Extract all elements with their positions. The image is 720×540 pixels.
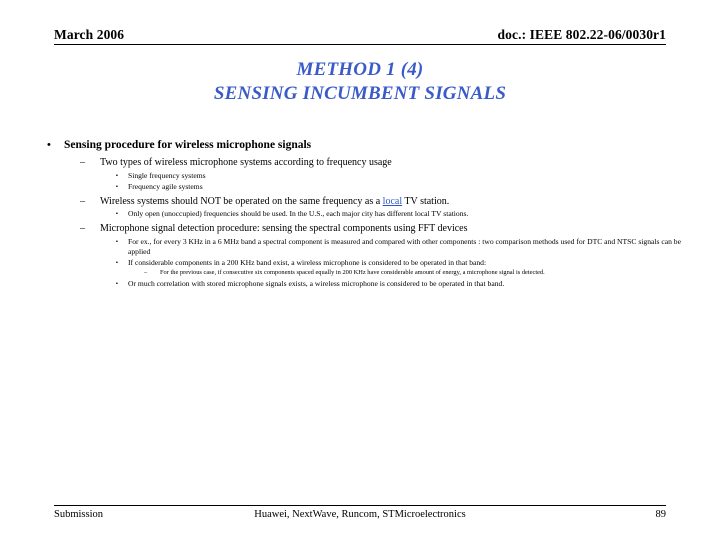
bullet-frequency-agile [36, 182, 696, 192]
bullet-considerable-components [36, 258, 696, 268]
bullet-marker-level3-icon: ▪ [116, 280, 118, 287]
bullet-marker-level3-icon: ▪ [116, 260, 118, 267]
bullet-marker-level3-icon: ▪ [116, 238, 118, 245]
bullet-considerable-components-text: If considerable components in a 200 KHz band exist, a wireless microphone is considered to be operated in that band: [128, 258, 487, 268]
bullet-previous-case [36, 269, 696, 278]
slide-title-line-2: SENSING INCUMBENT SIGNALS [213, 83, 507, 105]
footer-row [54, 509, 666, 525]
bullet-single-frequency-text: Single frequency systems [128, 170, 206, 180]
bullet-sensing-procedure [36, 138, 696, 153]
bullet-not-operated-text-pre: Wireless systems should NOT be operated on the same frequency as a [100, 195, 383, 207]
header-document-number: doc.: IEEE 802.22-06/0030r1 [497, 27, 666, 42]
bullet-previous-case-text: For the previous case, if consecutive six components spaced equally in 200 KHz have considerable amount of energy, a microphone signal is detected. [160, 269, 545, 277]
bullet-for-example [36, 237, 696, 257]
bullet-not-operated-text-post: TV station. [402, 195, 450, 207]
bullet-marker-level2-icon: – [80, 195, 85, 207]
bullet-correlation [36, 279, 696, 289]
bullet-marker-level2-icon: – [80, 223, 85, 235]
bullet-two-types [36, 156, 696, 169]
bullet-marker-level3-icon: ▪ [116, 172, 118, 179]
slide-footer [54, 505, 666, 525]
bullet-single-frequency [36, 171, 696, 181]
bullet-detection-procedure-text: Microphone signal detection procedure: sensing the spectral components using FFT devices [100, 223, 468, 235]
bullet-sensing-procedure-text: Sensing procedure for wireless microphone signals [64, 139, 312, 151]
header-date: March 2006 [54, 27, 125, 42]
bullet-two-types-text: Two types of wireless microphone systems according to frequency usage [100, 157, 392, 169]
bullet-correlation-text: Or much correlation with stored microphone signals exists, a wireless microphone is considered to be operated in that band. [128, 278, 505, 288]
slide-header [54, 27, 666, 45]
bullet-marker-level1-icon: • [47, 139, 51, 151]
bullet-not-operated [36, 195, 696, 208]
bullet-detection-procedure [36, 222, 696, 235]
slide-title [36, 58, 684, 107]
bullet-frequency-agile-text: Frequency agile systems [128, 181, 203, 191]
slide-body [36, 138, 696, 289]
bullet-for-example-text: For ex., for every 3 KHz in a 6 MHz band a spectral component is measured and compared with other components : two comparison methods used for DTC and NTSC signals can be applied [128, 236, 681, 256]
bullet-marker-level4-icon: – [144, 269, 148, 277]
bullet-marker-level3-icon: ▪ [116, 183, 118, 190]
bullet-only-open-frequencies [36, 209, 696, 219]
bullet-marker-level3-icon: ▪ [116, 211, 118, 218]
footer-submission-label: Submission [54, 509, 104, 520]
footer-page-number: 89 [655, 509, 666, 520]
bullet-only-open-frequencies-text: Only open (unoccupied) frequencies should be used. In the U.S., each major city has different local TV stations. [128, 209, 469, 219]
local-hyperlink[interactable]: local [382, 195, 403, 207]
footer-affiliations: Huawei, NextWave, Runcom, STMicroelectronics [254, 509, 466, 520]
slide-title-line-1: METHOD 1 (4) [296, 59, 424, 80]
bullet-marker-level2-icon: – [80, 157, 85, 169]
